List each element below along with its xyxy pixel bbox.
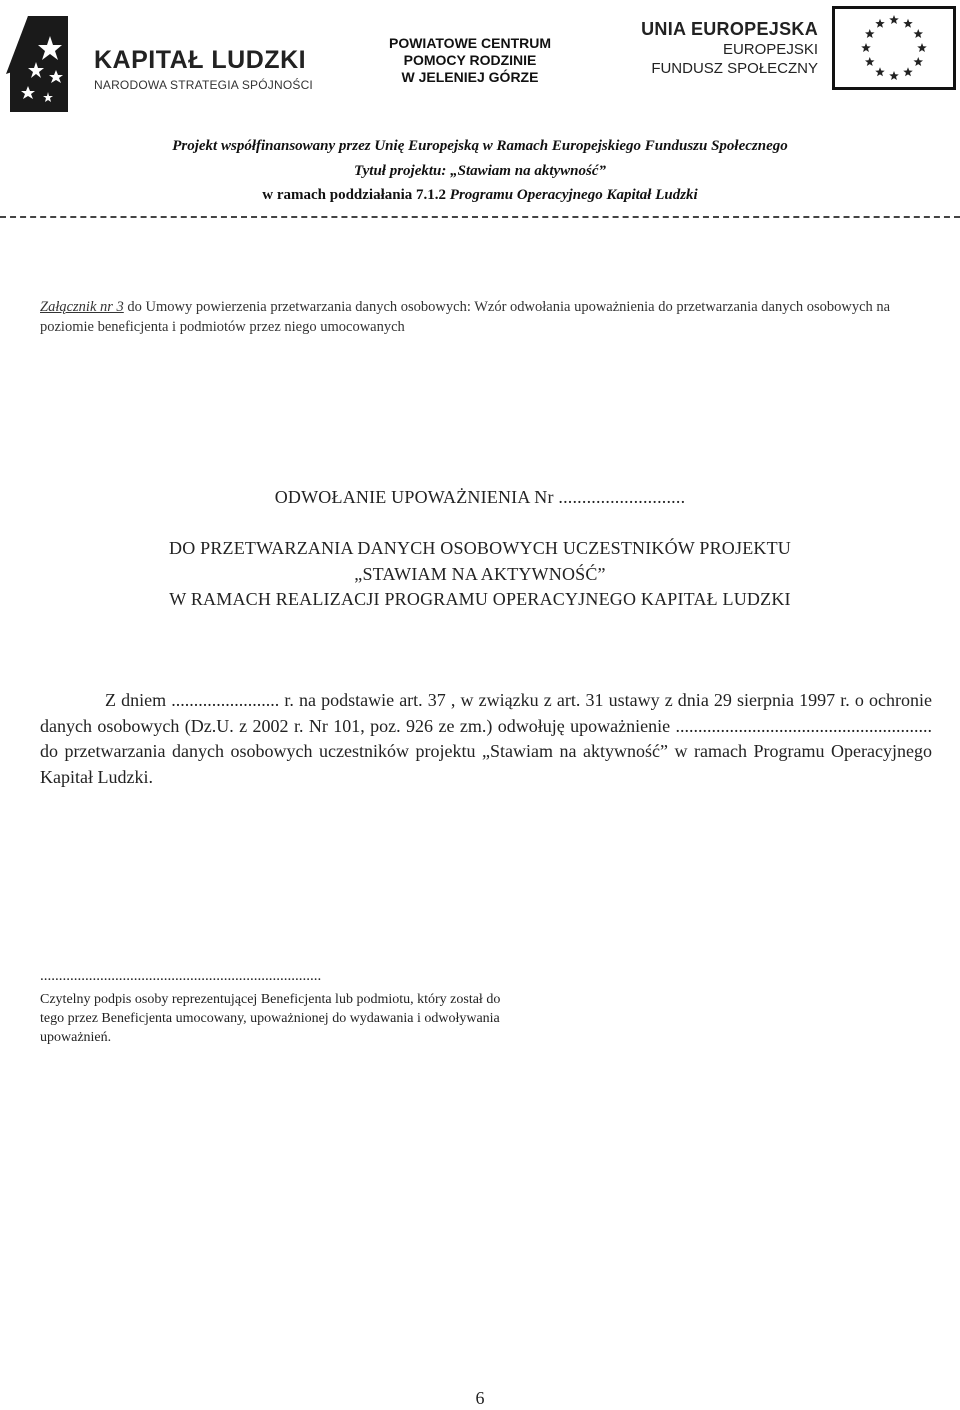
eu-line-2: EUROPEJSKI xyxy=(722,41,818,58)
header-divider xyxy=(0,216,960,218)
eu-star-icon xyxy=(889,71,899,80)
eu-star-icon xyxy=(865,29,875,38)
project-title-label: Tytuł projektu: xyxy=(354,163,447,179)
project-title-value: „Stawiam na aktywność” xyxy=(450,163,606,179)
eu-star-icon xyxy=(903,19,913,28)
kapital-ludzki-subtitle: NARODOWA STRATEGIA SPÓJNOŚCI xyxy=(94,78,313,92)
kapital-ludzki-title: KAPITAŁ LUDZKI xyxy=(94,46,307,74)
annex-description xyxy=(40,297,920,337)
institution-name xyxy=(370,35,570,86)
document-title-line-2: DO PRZETWARZANIA DANYCH OSOBOWYCH UCZESTNIKÓW PROJEKTU xyxy=(169,538,791,558)
project-measure-prefix: w ramach poddziałania 7.1.2 xyxy=(262,187,447,203)
document-title-line-3: „STAWIAM NA AKTYWNOŚĆ” xyxy=(354,564,606,584)
eu-star-icon xyxy=(875,19,885,28)
annex-label: Załącznik nr 3 xyxy=(40,299,124,315)
project-measure-line xyxy=(0,187,960,204)
eu-star-icon xyxy=(865,57,875,66)
eu-star-icon xyxy=(913,57,923,66)
project-measure-suffix: Programu Operacyjnego Kapitał Ludzki xyxy=(449,187,698,203)
eu-star-icon xyxy=(861,43,871,52)
eu-logo-text xyxy=(640,18,818,78)
kapital-ludzki-logo xyxy=(6,8,316,118)
eu-star-icon xyxy=(875,67,885,76)
eu-star-icon xyxy=(903,67,913,76)
signature-caption: Czytelny podpis osoby reprezentującej Beneficjenta lub podmiotu, który został do tego przez Beneficjenta umocowany, upoważnionej do wydawania i odwoływania upoważnień. xyxy=(40,992,501,1045)
document-title-line-4: W RAMACH REALIZACJI PROGRAMU OPERACYJNEGO KAPITAŁ LUDZKI xyxy=(169,589,791,609)
institution-line-2: POMOCY RODZINIE xyxy=(403,52,537,68)
eu-star-icon xyxy=(917,43,927,52)
eu-star-icon xyxy=(913,29,923,38)
page-number: 6 xyxy=(475,1388,485,1408)
kapital-ludzki-emblem-icon xyxy=(6,12,78,116)
document-title-line-1: ODWOŁANIE UPOWAŻNIENIA Nr ........................... xyxy=(274,487,686,507)
project-cofinancing-line: Projekt współfinansowany przez Unię Europejską w Ramach Europejskiego Funduszu Społecznego xyxy=(172,138,788,154)
body-paragraph: Z dniem ........................ r. na podstawie art. 37 , w związku z art. 31 ustawy z dnia 29 sierpnia 1997 r. o ochronie danych osobowych (Dz.U. z 2002 r. Nr 101, poz. 926 ze zm.) odwołuję upoważnienie ......................................................... do przetwarzania danych osobowych uczestników projektu „Stawiam na aktywność” w ramach Programu Operacyjnego Kapitał Ludzki. xyxy=(40,690,932,787)
signature-line: ........................................................................... xyxy=(40,968,322,984)
eu-star-icon xyxy=(889,15,899,24)
annex-text: do Umowy powierzenia przetwarzania danych osobowych: Wzór odwołania upoważnienia do przetwarzania danych osobowych na poziomie beneficjenta i podmiotów przez niego umocowanych xyxy=(40,299,891,335)
eu-line-1: UNIA EUROPEJSKA xyxy=(641,19,818,39)
eu-flag-stars-icon xyxy=(835,9,953,87)
institution-line-1: POWIATOWE CENTRUM xyxy=(388,35,552,51)
project-title-line xyxy=(0,163,960,180)
eu-line-3: FUNDUSZ SPOŁECZNY xyxy=(651,60,818,77)
eu-flag xyxy=(832,6,956,90)
institution-line-3: W JELENIEJ GÓRZE xyxy=(401,69,539,85)
